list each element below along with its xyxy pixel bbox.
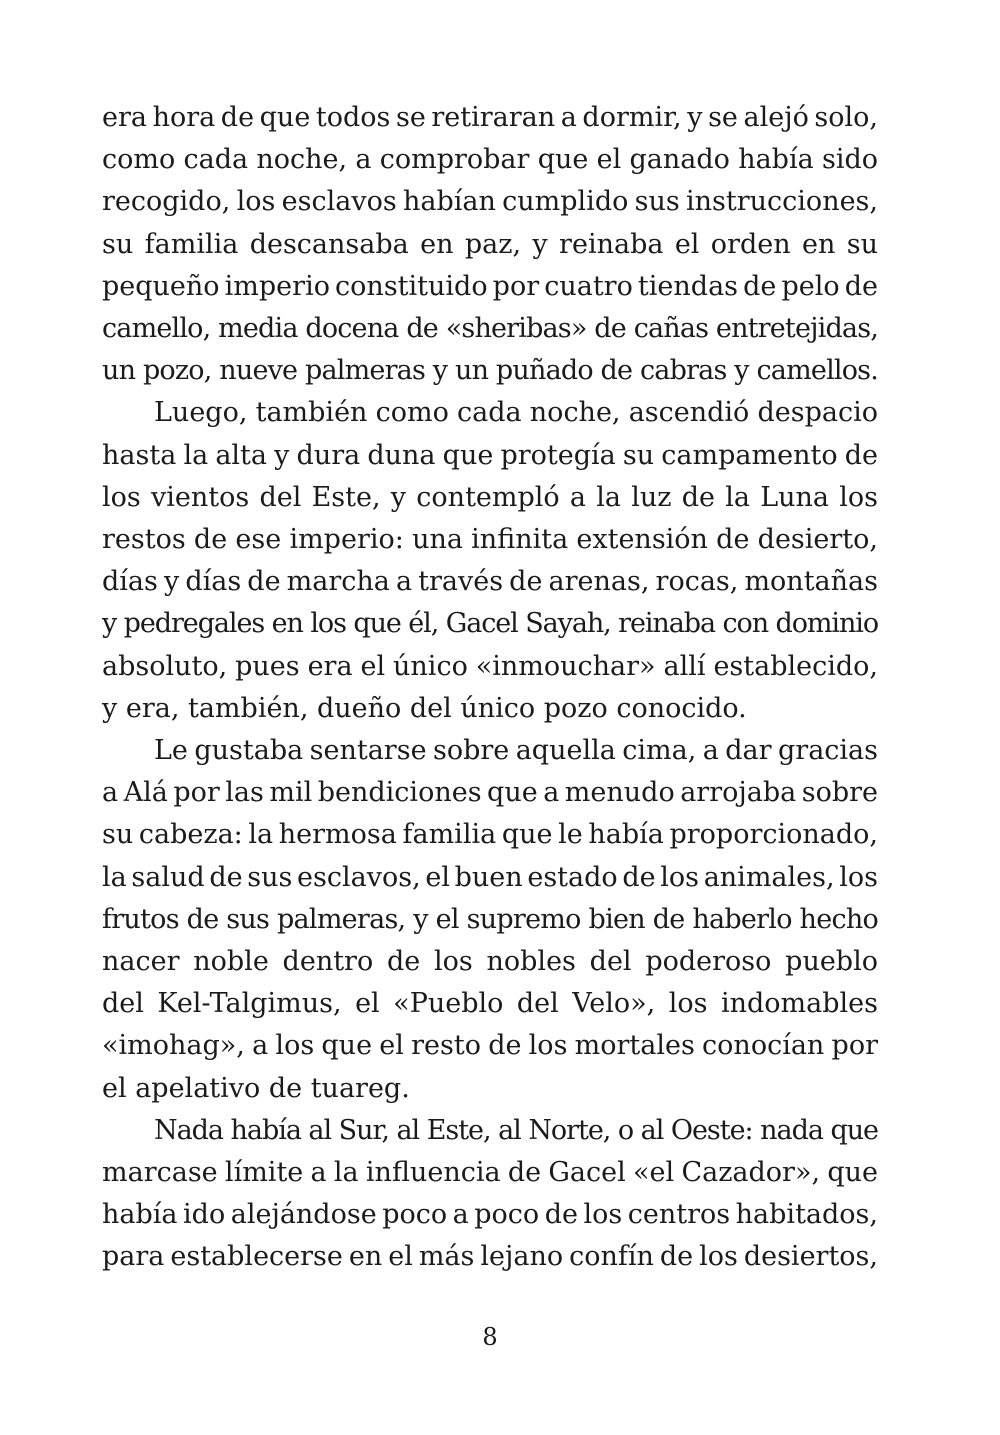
paragraph-1 bbox=[102, 97, 878, 392]
text-line: camello, media docena de «sheribas» de cañas entretejidas, bbox=[102, 313, 878, 345]
text-line: había ido alejándose poco a poco de los centros habitados, bbox=[102, 1199, 878, 1231]
text-line: Luego, también como cada noche, ascendió despacio bbox=[154, 397, 878, 429]
text-line: marcase límite a la influencia de Gacel «el Cazador», que bbox=[102, 1157, 878, 1189]
text-line: nacer noble dentro de los nobles del poderoso pueblo bbox=[102, 946, 878, 978]
text-line: Le gustaba sentarse sobre aquella cima, a dar gracias bbox=[154, 735, 878, 767]
text-line: absoluto, pues era el único «inmouchar» allí establecido, bbox=[102, 650, 878, 682]
text-line: el apelativo de tuareg. bbox=[102, 1072, 410, 1104]
paragraph-4 bbox=[102, 1110, 878, 1279]
text-line: era hora de que todos se retiraran a dormir, y se alejó solo, bbox=[102, 102, 878, 133]
text-line: su familia descansaba en paz, y reinaba el orden en su bbox=[102, 228, 878, 260]
paragraph-3 bbox=[102, 730, 878, 1110]
paragraph-2 bbox=[102, 392, 878, 730]
body-text bbox=[102, 97, 878, 1279]
text-line: Nada había al Sur, al Este, al Norte, o al Oeste: nada que bbox=[154, 1114, 878, 1146]
text-line: para establecerse en el más lejano confín de los desiertos, bbox=[102, 1241, 878, 1273]
text-line: restos de ese imperio: una infinita extensión de desierto, bbox=[102, 524, 878, 556]
text-line: como cada noche, a comprobar que el ganado había sido bbox=[102, 144, 878, 176]
text-line: días y días de marcha a través de arenas, rocas, montañas bbox=[102, 566, 878, 598]
text-line: «imohag», a los que el resto de los mortales conocían por bbox=[102, 1030, 878, 1062]
text-line: un pozo, nueve palmeras y un puñado de cabras y camellos. bbox=[102, 355, 878, 387]
page-number: 8 bbox=[482, 1323, 498, 1351]
text-line: pequeño imperio constituido por cuatro tiendas de pelo de bbox=[102, 270, 878, 302]
text-line: la salud de sus esclavos, el buen estado de los animales, los bbox=[102, 861, 878, 893]
text-line: su cabeza: la hermosa familia que le había proporcionado, bbox=[102, 819, 878, 851]
text-line: los vientos del Este, y contempló a la luz de la Luna los bbox=[102, 481, 878, 513]
text-line: a Alá por las mil bendiciones que a menudo arrojaba sobre bbox=[102, 777, 878, 809]
text-line: y pedregales en los que él, Gacel Sayah, reinaba con dominio bbox=[102, 608, 878, 640]
text-line: recogido, los esclavos habían cumplido sus instrucciones, bbox=[102, 186, 878, 218]
text-line: del Kel-Talgimus, el «Pueblo del Velo», los indomables bbox=[102, 988, 878, 1020]
text-line: hasta la alta y dura duna que protegía su campamento de bbox=[102, 439, 878, 471]
text-line: frutos de sus palmeras, y el supremo bien de haberlo hecho bbox=[102, 903, 878, 935]
text-line: y era, también, dueño del único pozo conocido. bbox=[102, 692, 747, 724]
